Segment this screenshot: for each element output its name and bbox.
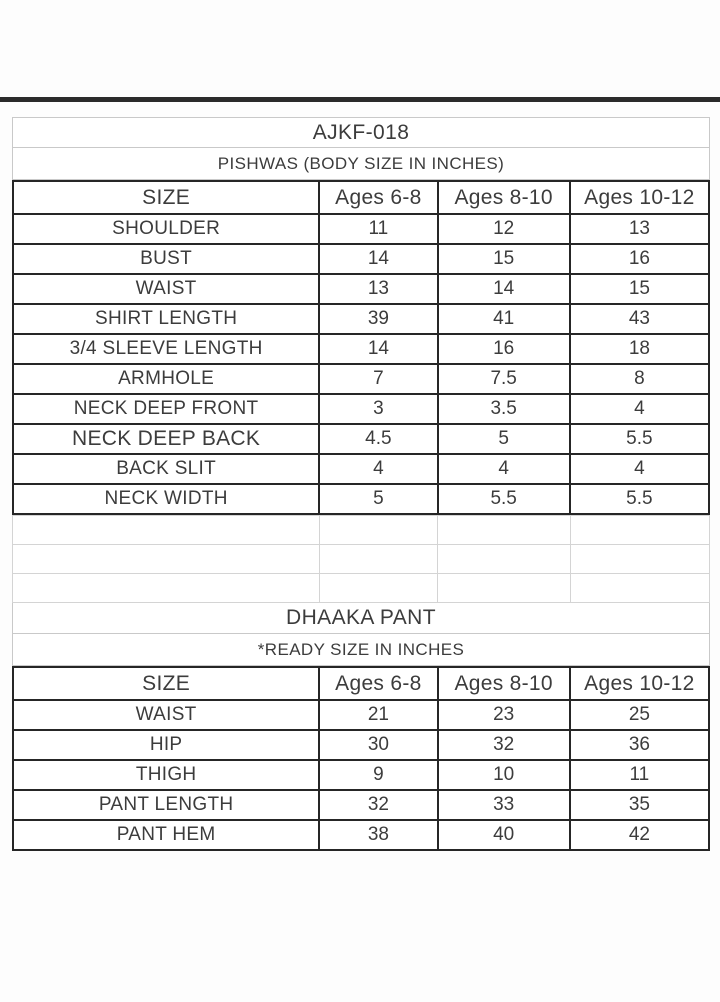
pishwas-size-table [12,180,710,515]
row-label: SHIRT LENGTH [13,304,319,334]
table-row [13,364,709,394]
header-row [13,667,709,700]
size-value: 30 [319,730,437,760]
size-value: 16 [438,334,570,364]
row-label: THIGH [13,760,319,790]
column-header: Ages 10-12 [570,667,709,700]
empty-cell [570,516,709,545]
table-row [13,484,709,514]
size-value: 12 [438,214,570,244]
row-label: NECK DEEP BACK [13,424,319,454]
size-value: 4.5 [319,424,437,454]
table-row [13,760,709,790]
size-value: 16 [570,244,709,274]
size-value: 4 [319,454,437,484]
size-value: 9 [319,760,437,790]
column-header: SIZE [13,181,319,214]
empty-cell [438,574,570,603]
dhaaka-pant-size-table [12,666,710,851]
size-value: 13 [570,214,709,244]
size-value: 15 [438,244,570,274]
column-header: Ages 6-8 [319,667,437,700]
row-label: WAIST [13,700,319,730]
size-value: 36 [570,730,709,760]
ready-size-subtitle: *READY SIZE IN INCHES [12,634,710,666]
size-value: 43 [570,304,709,334]
empty-cell [319,545,437,574]
table-row [13,820,709,850]
size-value: 5.5 [438,484,570,514]
size-value: 21 [319,700,437,730]
size-value: 23 [438,700,570,730]
size-value: 7.5 [438,364,570,394]
table-row [13,244,709,274]
size-value: 5.5 [570,424,709,454]
size-value: 32 [438,730,570,760]
row-label: PANT LENGTH [13,790,319,820]
column-header: SIZE [13,667,319,700]
product-code-title: AJKF-018 [12,117,710,148]
top-divider-bar [0,97,720,102]
empty-cell [13,574,320,603]
empty-cell [319,574,437,603]
size-value: 14 [438,274,570,304]
row-label: HIP [13,730,319,760]
size-value: 8 [570,364,709,394]
table-row [13,274,709,304]
table-row [13,424,709,454]
table-row [13,394,709,424]
table-row [13,454,709,484]
size-value: 33 [438,790,570,820]
empty-cell [13,516,320,545]
size-value: 14 [319,244,437,274]
empty-row [13,545,710,574]
empty-row [13,574,710,603]
table-row [13,790,709,820]
row-label: NECK WIDTH [13,484,319,514]
size-value: 15 [570,274,709,304]
empty-row [13,516,710,545]
size-value: 32 [319,790,437,820]
size-value: 5 [319,484,437,514]
table-row [13,304,709,334]
size-value: 5.5 [570,484,709,514]
empty-cell [438,545,570,574]
size-value: 10 [438,760,570,790]
empty-cell [319,516,437,545]
size-value: 4 [570,394,709,424]
size-value: 11 [570,760,709,790]
row-label: BACK SLIT [13,454,319,484]
row-label: BUST [13,244,319,274]
size-value: 38 [319,820,437,850]
size-value: 39 [319,304,437,334]
dhaaka-pant-title: DHAAKA PANT [12,603,710,634]
size-value: 18 [570,334,709,364]
table-row [13,730,709,760]
size-chart-sheet [12,117,710,851]
size-value: 4 [438,454,570,484]
size-value: 4 [570,454,709,484]
column-header: Ages 8-10 [438,181,570,214]
row-label: WAIST [13,274,319,304]
row-label: 3/4 SLEEVE LENGTH [13,334,319,364]
size-value: 11 [319,214,437,244]
size-value: 13 [319,274,437,304]
row-label: PANT HEM [13,820,319,850]
table-row [13,214,709,244]
row-label: NECK DEEP FRONT [13,394,319,424]
column-header: Ages 10-12 [570,181,709,214]
size-value: 14 [319,334,437,364]
empty-cell [570,545,709,574]
empty-cell [570,574,709,603]
table-row [13,700,709,730]
size-value: 5 [438,424,570,454]
size-value: 42 [570,820,709,850]
pishwas-subtitle: PISHWAS (BODY SIZE IN INCHES) [12,148,710,180]
size-value: 25 [570,700,709,730]
row-label: SHOULDER [13,214,319,244]
column-header: Ages 8-10 [438,667,570,700]
row-label: ARMHOLE [13,364,319,394]
size-value: 7 [319,364,437,394]
size-value: 3 [319,394,437,424]
size-value: 3.5 [438,394,570,424]
empty-grid [12,515,710,603]
size-value: 41 [438,304,570,334]
size-value: 40 [438,820,570,850]
table-row [13,334,709,364]
empty-cell [13,545,320,574]
header-row [13,181,709,214]
column-header: Ages 6-8 [319,181,437,214]
empty-cell [438,516,570,545]
size-value: 35 [570,790,709,820]
